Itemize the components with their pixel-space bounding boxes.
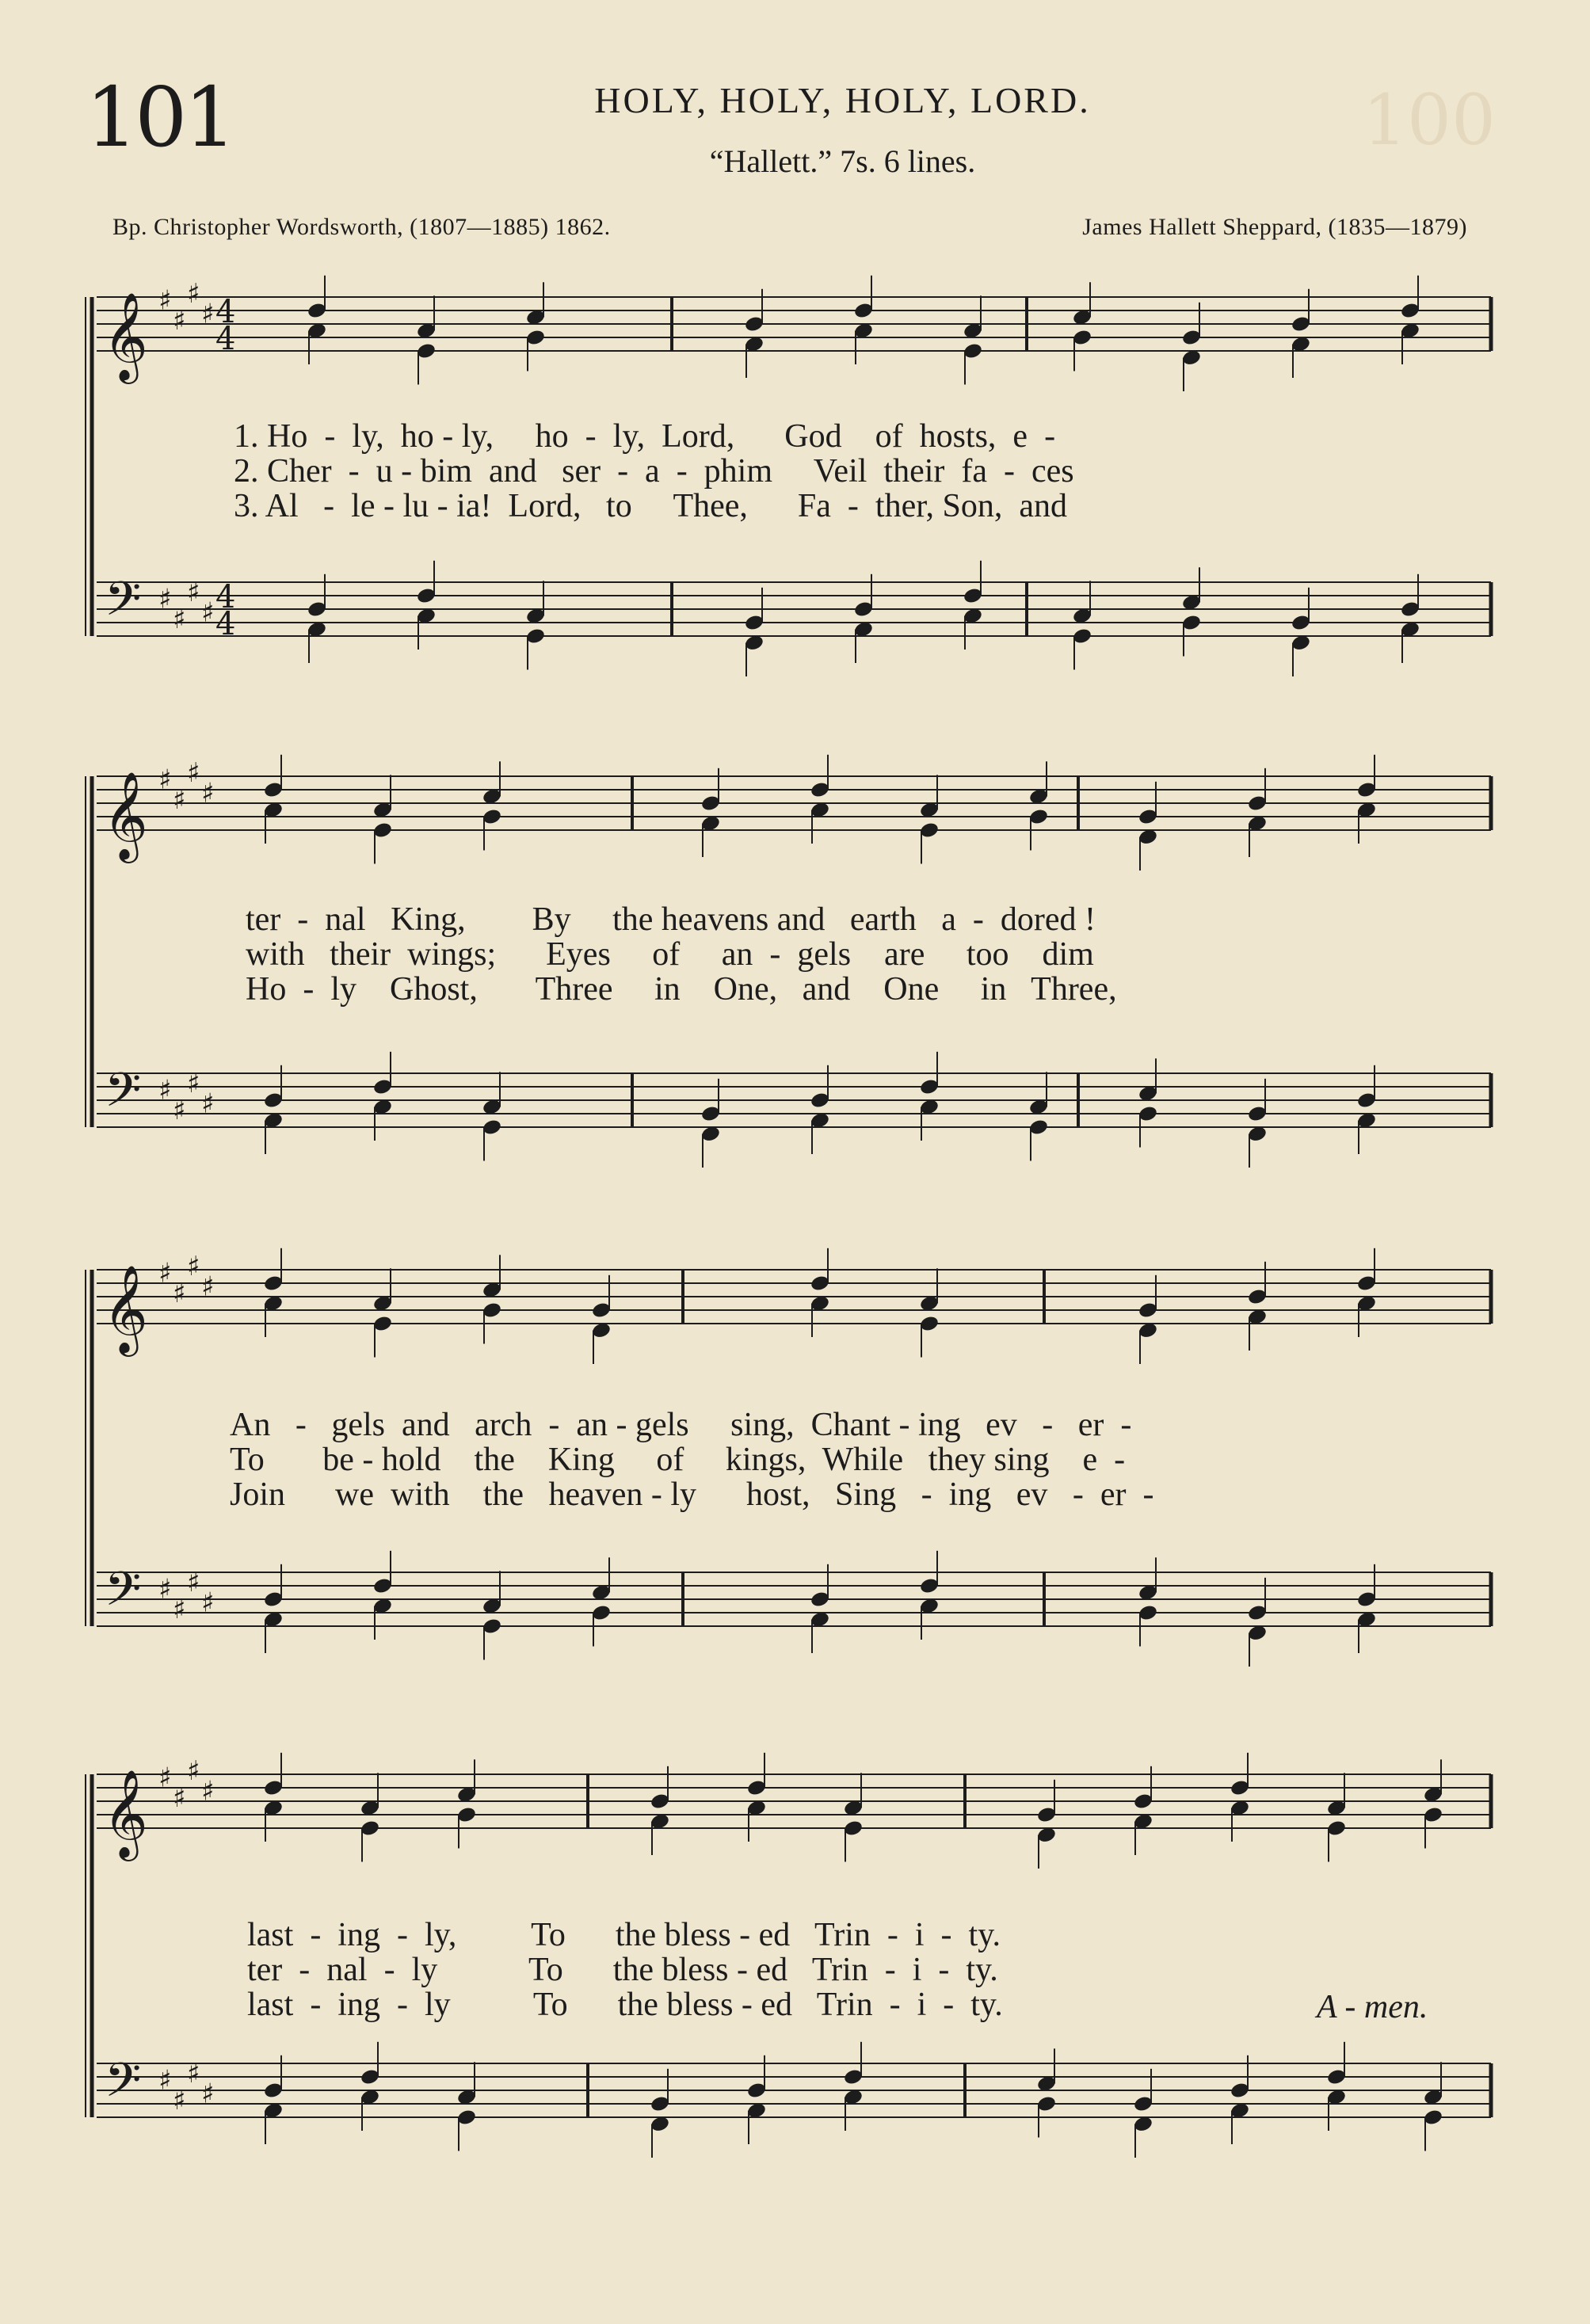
sharp-icon: ♯ bbox=[187, 1067, 200, 1099]
sharp-icon: ♯ bbox=[187, 277, 200, 310]
lyric-line-s3-v1: An - gels and arch - an - gels sing, Chant - ing ev - er - bbox=[230, 1407, 1132, 1443]
sharp-icon: ♯ bbox=[201, 777, 215, 810]
bass-clef-icon: 𝄢 bbox=[105, 1561, 142, 1628]
sharp-icon: ♯ bbox=[158, 1762, 172, 1794]
time-signature-numerator: 4 bbox=[215, 579, 236, 615]
bleed-through-number: 100 bbox=[1363, 79, 1496, 161]
sharp-icon: ♯ bbox=[187, 1566, 200, 1598]
sharp-icon: ♯ bbox=[173, 1781, 186, 1814]
treble-clef-icon: 𝄞 bbox=[103, 291, 148, 380]
sharp-icon: ♯ bbox=[173, 1094, 186, 1126]
composer-credit: James Hallett Sheppard, (1835—1879) bbox=[1082, 214, 1467, 240]
sharp-icon: ♯ bbox=[187, 1250, 200, 1282]
lyric-line-s2-v2: with their wings; Eyes of an - gels are too dim bbox=[246, 936, 1094, 973]
hymn-number: 101 bbox=[86, 69, 234, 166]
sharp-icon: ♯ bbox=[158, 2064, 172, 2097]
lyric-line-s3-v2: To be - hold the King of kings, While they sing e - bbox=[230, 1442, 1126, 1478]
time-signature-numerator: 4 bbox=[215, 294, 236, 330]
amen-text: A - men. bbox=[1317, 1989, 1428, 2025]
sharp-icon: ♯ bbox=[158, 1573, 172, 1606]
hymn-title: HOLY, HOLY, HOLY, LORD. bbox=[594, 80, 1091, 120]
treble-clef-icon: 𝄞 bbox=[103, 1769, 148, 1857]
bass-clef-icon: 𝄢 bbox=[105, 2052, 142, 2119]
sharp-icon: ♯ bbox=[201, 1587, 215, 1619]
sharp-icon: ♯ bbox=[158, 1257, 172, 1290]
lyric-line-s4-v1: last - ing - ly, To the bless - ed Trin - i - ty. bbox=[247, 1917, 1001, 1953]
tune-meter: “Hallett.” 7s. 6 lines. bbox=[709, 143, 976, 179]
treble-clef-icon: 𝄞 bbox=[103, 771, 148, 859]
lyric-line-s4-v2: ter - nal - ly To the bless - ed Trin - i - ty. bbox=[247, 1952, 998, 1988]
sharp-icon: ♯ bbox=[173, 2084, 186, 2116]
sharp-icon: ♯ bbox=[201, 1088, 215, 1120]
sharp-icon: ♯ bbox=[201, 2078, 215, 2110]
sharp-icon: ♯ bbox=[158, 284, 172, 317]
time-signature-denominator: 4 bbox=[215, 606, 236, 642]
sharp-icon: ♯ bbox=[187, 756, 200, 789]
treble-clef-icon: 𝄞 bbox=[103, 1264, 148, 1353]
sharp-icon: ♯ bbox=[173, 304, 186, 337]
sharp-icon: ♯ bbox=[158, 1074, 172, 1107]
sharp-icon: ♯ bbox=[201, 298, 215, 330]
lyric-line-s2-v3: Ho - ly Ghost, Three in One, and One in Three, bbox=[246, 971, 1117, 1008]
sharp-icon: ♯ bbox=[201, 596, 215, 629]
bass-clef-icon: 𝄢 bbox=[105, 1062, 142, 1129]
sharp-icon: ♯ bbox=[187, 2057, 200, 2090]
sharp-icon: ♯ bbox=[187, 576, 200, 608]
sharp-icon: ♯ bbox=[187, 1754, 200, 1787]
lyric-line-s2-v1: ter - nal King, By the heavens and earth a - dored ! bbox=[246, 901, 1096, 938]
sharp-icon: ♯ bbox=[173, 603, 186, 635]
bass-clef-icon: 𝄢 bbox=[105, 571, 142, 638]
sharp-icon: ♯ bbox=[201, 1775, 215, 1808]
sharp-icon: ♯ bbox=[158, 764, 172, 796]
sharp-icon: ♯ bbox=[173, 1593, 186, 1625]
lyric-line-s3-v3: Join we with the heaven - ly host, Sing - ing ev - er - bbox=[230, 1476, 1154, 1513]
lyric-line-s1-v2: 2. Cher - u - bim and ser - a - phim Veil their fa - ces bbox=[234, 453, 1074, 490]
sharp-icon: ♯ bbox=[173, 1277, 186, 1309]
lyric-line-s1-v1: 1. Ho - ly, ho - ly, ho - ly, Lord, God of hosts, e - bbox=[234, 418, 1056, 455]
sharp-icon: ♯ bbox=[173, 783, 186, 816]
lyric-line-s4-v3: last - ing - ly To the bless - ed Trin - i - ty. bbox=[247, 1987, 1003, 2023]
sharp-icon: ♯ bbox=[201, 1271, 215, 1303]
sharp-icon: ♯ bbox=[158, 583, 172, 615]
lyric-line-s1-v3: 3. Al - le - lu - ia! Lord, to Thee, Fa - ther, Son, and bbox=[234, 488, 1068, 524]
time-signature-denominator: 4 bbox=[215, 321, 236, 357]
author-credit: Bp. Christopher Wordsworth, (1807—1885) 1862. bbox=[112, 214, 611, 240]
